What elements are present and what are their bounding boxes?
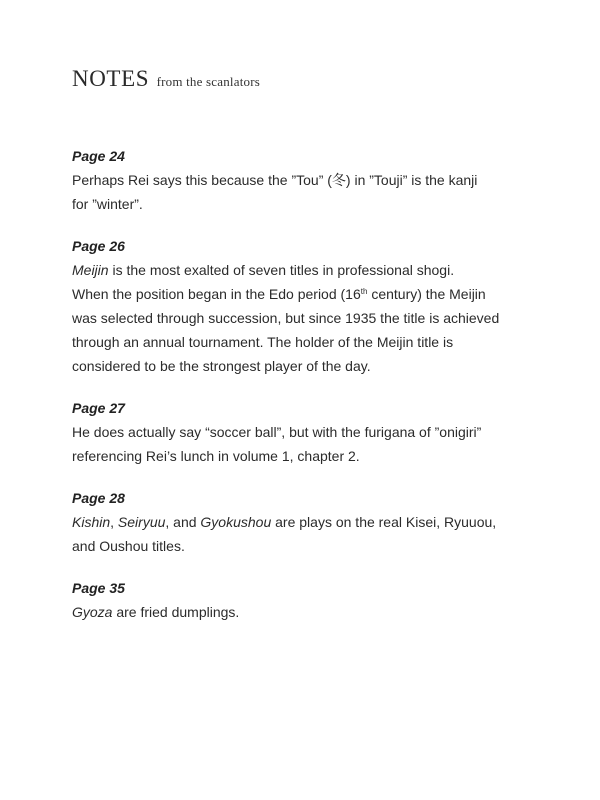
ordinal-suffix: th [360, 287, 368, 296]
note-item [72, 144, 532, 216]
page-title: NOTES [72, 66, 150, 91]
note-line [72, 510, 532, 534]
note-line [72, 354, 532, 378]
text-segment: , and [165, 514, 201, 530]
note-line [72, 534, 532, 558]
note-item [72, 396, 532, 468]
note-item [72, 576, 532, 624]
note-page-number: Page 28 [72, 490, 125, 506]
note-body [72, 168, 532, 216]
page-header [72, 66, 260, 92]
note-page-number: Page 27 [72, 400, 125, 416]
text-segment: was selected through succession, but since 1935 the title is achieved [72, 310, 500, 326]
text-segment: are plays on the real Kisei, Ryuuou, [271, 514, 497, 530]
note-line [72, 420, 532, 444]
italic-term: Gyoza [72, 604, 113, 620]
note-line [72, 444, 532, 468]
text-segment: is the most exalted of seven titles in professional shogi. [108, 262, 455, 278]
note-page-number: Page 24 [72, 148, 125, 164]
note-body [72, 510, 532, 558]
italic-term: Gyokushou [200, 514, 272, 530]
note-body [72, 258, 532, 378]
note-item [72, 486, 532, 558]
text-segment: for ”winter”. [72, 196, 143, 212]
text-segment: are fried dumplings. [112, 604, 240, 620]
italic-term: Seiryuu [117, 514, 166, 530]
note-body [72, 420, 532, 468]
note-line [72, 306, 532, 330]
text-segment: , [110, 514, 118, 530]
note-line [72, 192, 532, 216]
note-page-number: Page 35 [72, 580, 125, 596]
notes-list [72, 144, 532, 642]
text-segment: and Oushou titles. [72, 538, 185, 554]
text-segment: considered to be the strongest player of the day. [72, 358, 371, 374]
note-body [72, 600, 532, 624]
note-line [72, 258, 532, 282]
text-segment: He does actually say “soccer ball”, but with the furigana of ”onigiri” [72, 424, 482, 440]
text-segment: through an annual tournament. The holder of the Meijin title is [72, 334, 454, 350]
italic-term: Kishin [72, 514, 111, 530]
text-segment: Perhaps Rei says this because the ”Tou” (冬) in ”Touji” is the kanji [72, 172, 478, 188]
note-line [72, 600, 532, 624]
text-segment: century) the Meijin [367, 286, 486, 302]
note-line [72, 168, 532, 192]
text-segment: referencing Rei’s lunch in volume 1, chapter 2. [72, 448, 360, 464]
note-item [72, 234, 532, 378]
page-subtitle: from the scanlators [156, 74, 261, 89]
note-line [72, 330, 532, 354]
note-line [72, 282, 532, 306]
note-page-number: Page 26 [72, 238, 125, 254]
italic-term: Meijin [72, 262, 109, 278]
text-segment: When the position began in the Edo period (16 [72, 286, 361, 302]
